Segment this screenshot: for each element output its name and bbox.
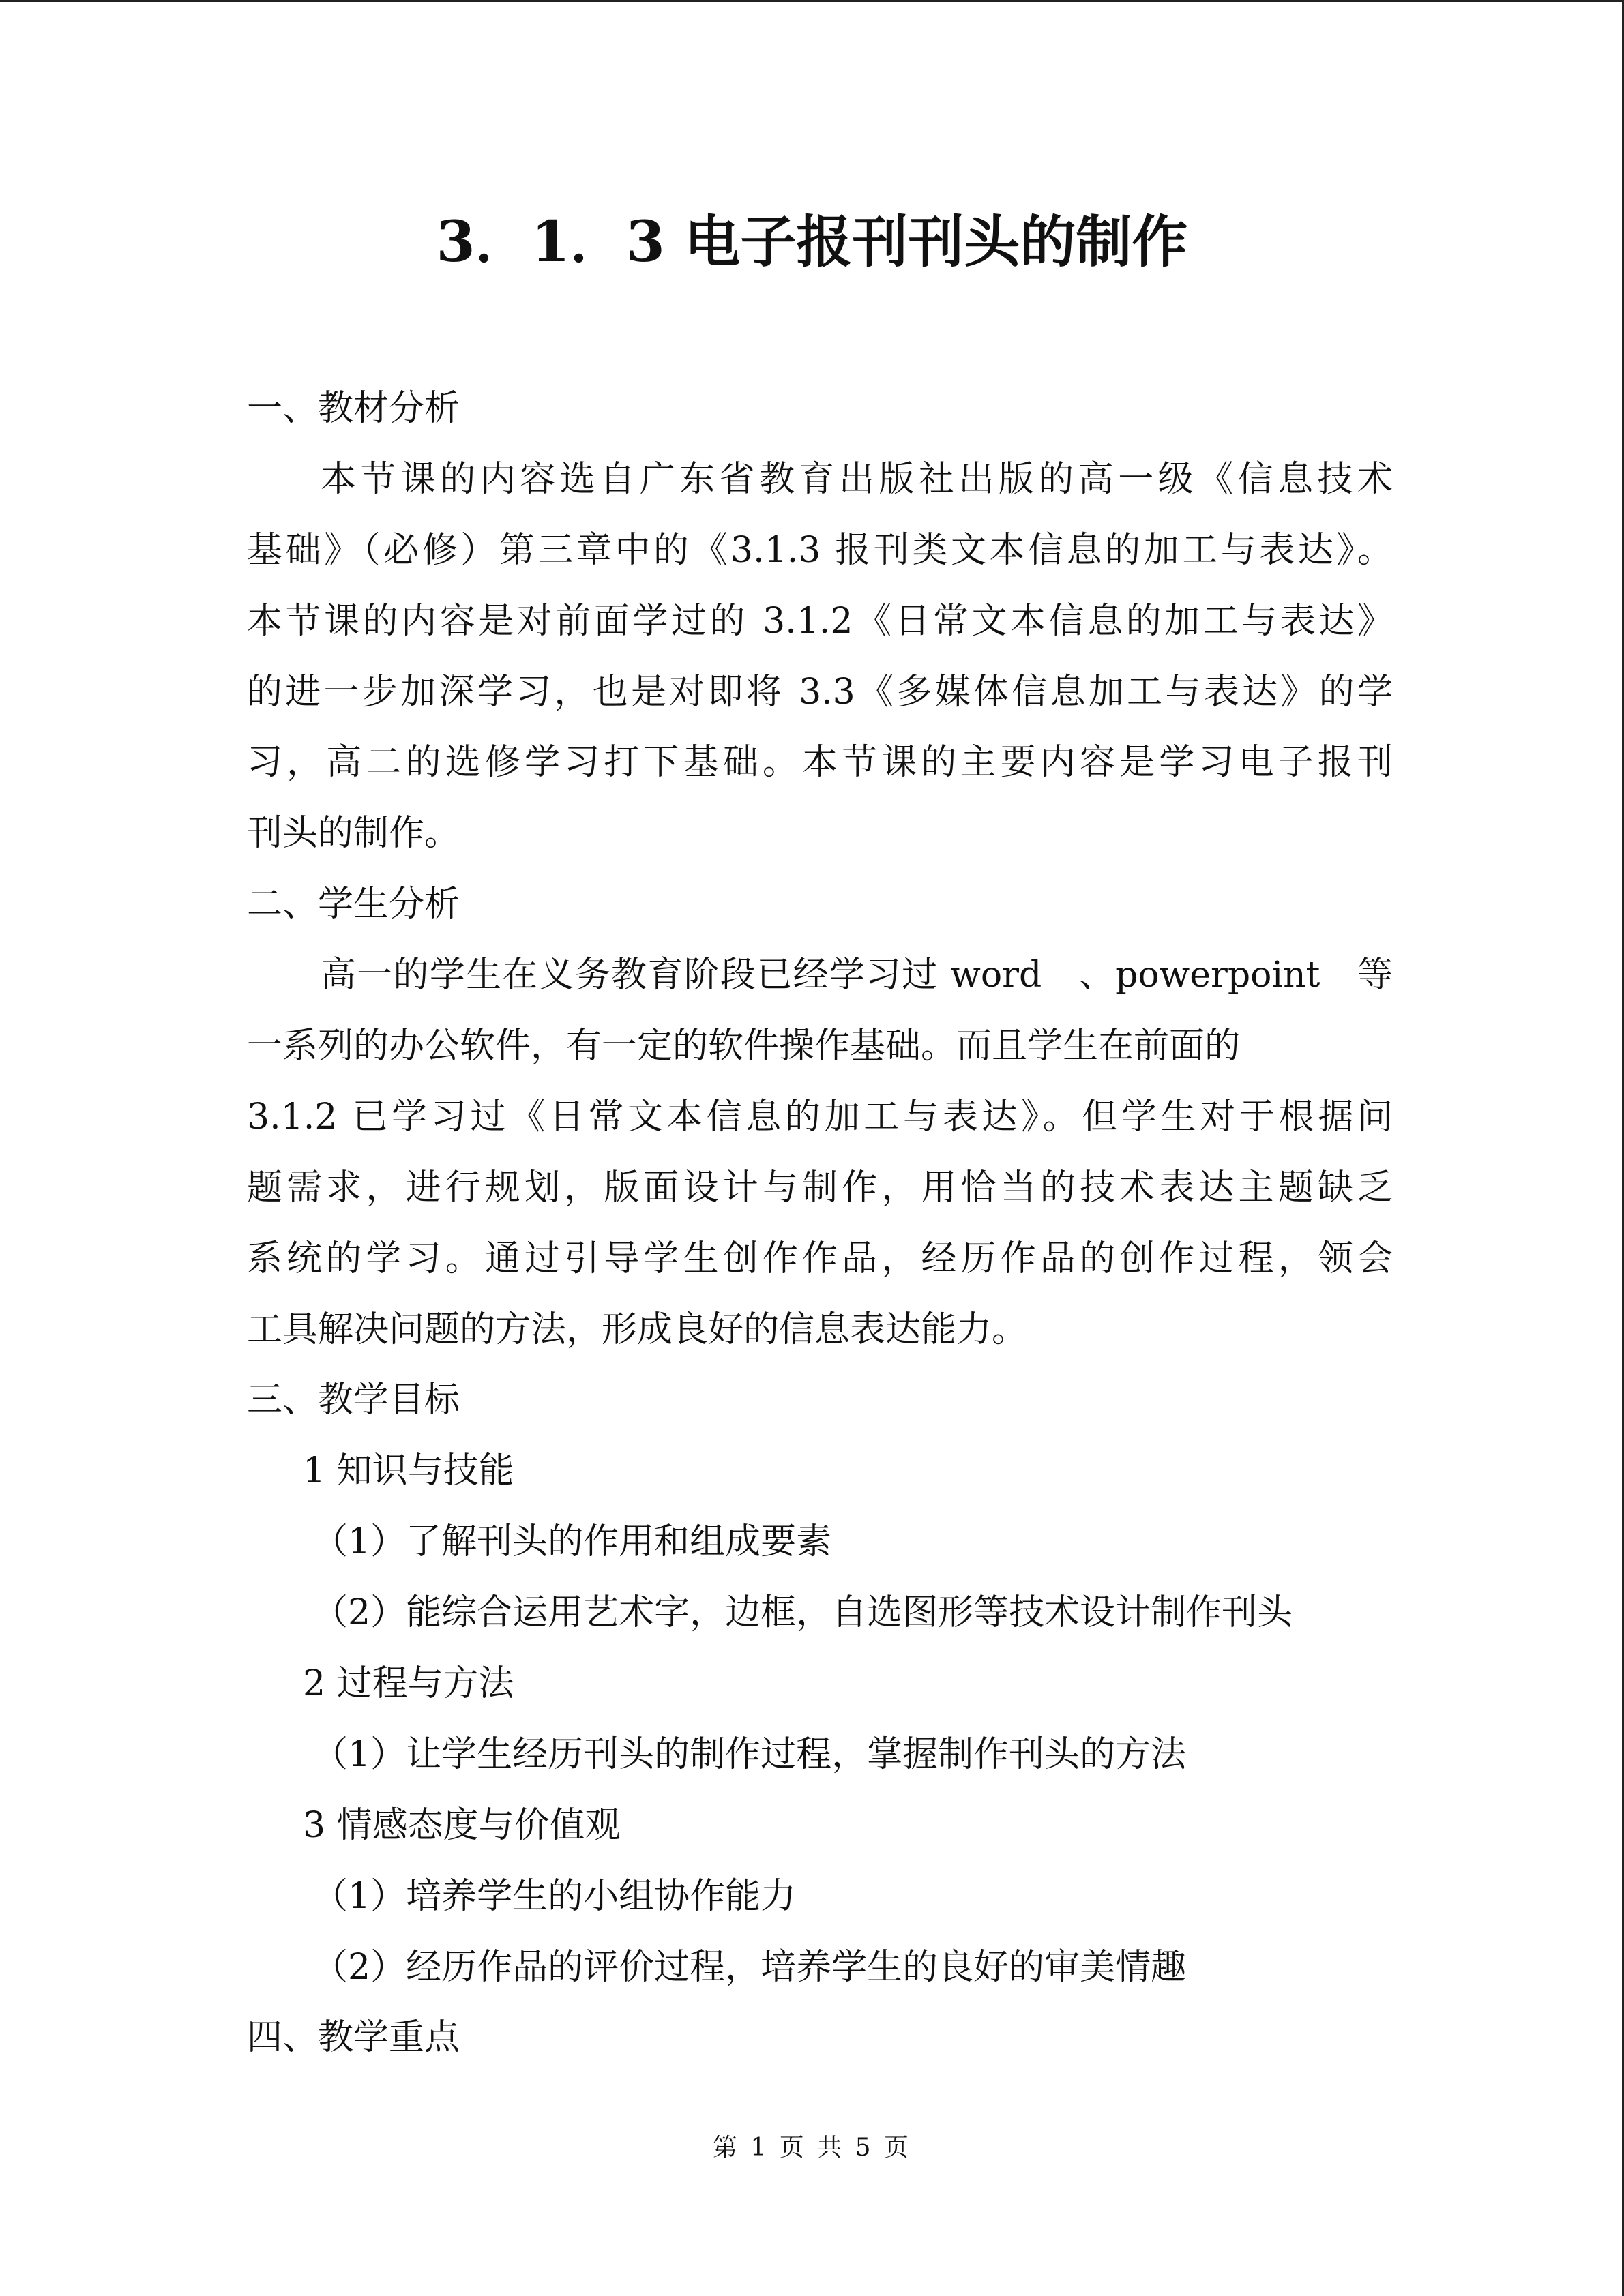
objective-item: （2）经历作品的评价过程，培养学生的良好的审美情趣 — [312, 1946, 1187, 1988]
objective-subheading: 3 情感态度与价值观 — [303, 1804, 621, 1846]
paragraph-line: 3.1.2 已学习过《日常文本信息的加工与表达》。但学生对于根据问 — [247, 1096, 1393, 1137]
paragraph-line: 题需求，进行规划，版面设计与制作，用恰当的技术表达主题缺乏 — [247, 1167, 1393, 1208]
document-title: 3．1．3 电子报刊刊头的制作 — [436, 209, 1188, 275]
paragraph-line: 本节课的内容选自广东省教育出版社出版的高一级《信息技术 — [321, 458, 1393, 500]
page-number-footer: 第 1 页 共 5 页 — [712, 2134, 912, 2162]
section-heading: 四、教学重点 — [247, 2017, 460, 2059]
objective-item: （1）培养学生的小组协作能力 — [312, 1875, 797, 1917]
paragraph-line: 基础》（必修）第三章中的《3.1.3 报刊类文本信息的加工与表达》。 — [247, 529, 1393, 571]
paragraph-line: 习，高二的选修学习打下基础。本节课的主要内容是学习电子报刊 — [247, 742, 1393, 784]
paragraph-line: 系统的学习。通过引导学生创作作品，经历作品的创作过程，领会 — [247, 1238, 1393, 1279]
section-heading: 三、教学目标 — [247, 1380, 460, 1421]
objective-subheading: 2 过程与方法 — [303, 1663, 514, 1705]
objective-item: （2）能综合运用艺术字，边框，自选图形等技术设计制作刊头 — [312, 1592, 1293, 1634]
objective-item: （1）了解刊头的作用和组成要素 — [312, 1521, 832, 1563]
paragraph-line: 的进一步加深学习，也是对即将 3.3《多媒体信息加工与表达》的学 — [247, 671, 1393, 713]
paragraph-line: 高一的学生在义务教育阶段已经学习过 word 、powerpoint 等 — [321, 955, 1393, 996]
objective-subheading: 1 知识与技能 — [303, 1450, 514, 1492]
objective-item: （1）让学生经历刊头的制作过程，掌握制作刊头的方法 — [312, 1733, 1187, 1775]
paragraph-line: 本节课的内容是对前面学过的 3.1.2《日常文本信息的加工与表达》 — [247, 600, 1393, 642]
section-heading: 二、学生分析 — [247, 884, 460, 925]
paragraph-line: 刊头的制作。 — [247, 813, 460, 854]
paragraph-line: 一系列的办公软件，有一定的软件操作基础。而且学生在前面的 — [247, 1026, 1241, 1067]
document-body — [247, 374, 1393, 2074]
paragraph-line: 工具解决问题的方法，形成良好的信息表达能力。 — [247, 1309, 1028, 1350]
page-border-top — [0, 0, 1624, 2]
section-heading: 一、教材分析 — [247, 388, 460, 429]
